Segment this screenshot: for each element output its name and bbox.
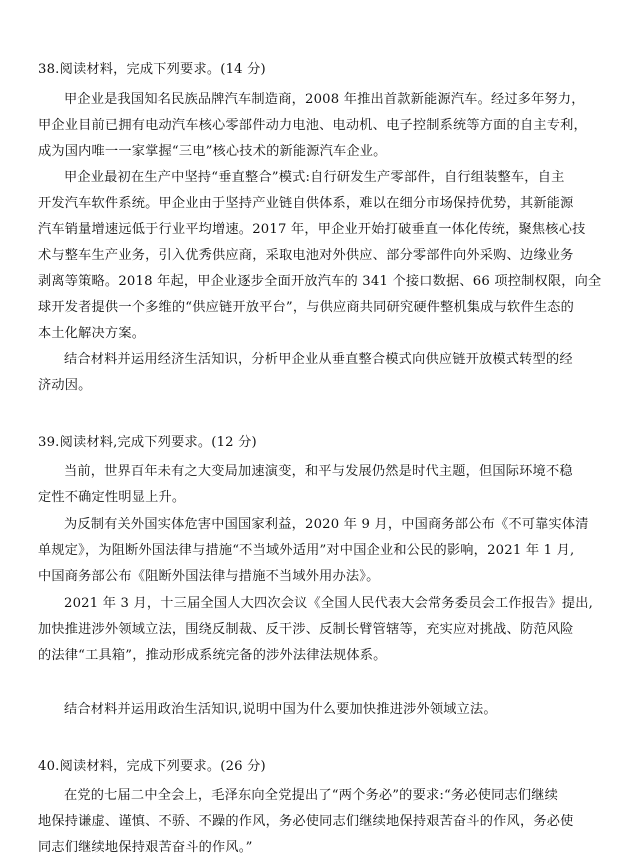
q39-p3-line-2: 加快推进涉外领域立法，围绕反制裁、反干涉、反制长臂管辖等，充实应对挑战、防范风险 [38,622,574,637]
q38-p2-line-5: 剥离等策略。2018 年起，甲企业逐步全面开放汽车的 341 个接口数据、66 项控制权限，向全 [38,274,602,289]
question-39-header: 39.阅读材料,完成下列要求。(12 分) [38,435,257,450]
q38-p2-line-4: 术与整车生产业务，引入优秀供应商，采取电池对外供应、部分零部件向外采购、边缘业务 [38,248,574,263]
q40-p1-line-1: 在党的七届二中全会上，毛泽东向全党提出了“两个务必”的要求:“务必使同志们继续 [64,788,559,803]
q40-p1-line-2: 地保持谦虚、谨慎、不骄、不躁的作风，务必使同志们继续地保持艰苦奋斗的作风，务必使 [38,814,574,829]
q39-p2-line-1: 为反制有关外国实体危害中国国家利益，2020 年 9 月，中国商务部公布《不可靠实体清 [64,517,589,532]
q39-p3-line-1: 2021 年 3 月，十三届全国人大四次会议《全国人民代表大会常务委员会工作报告》提出, [64,596,594,611]
question-38-header: 38.阅读材料，完成下列要求。(14 分) [38,62,266,77]
q38-p2-line-3: 汽车销量增速远低于行业平均增速。2017 年，甲企业开始打破垂直一体化传统，聚焦核心技 [38,222,586,237]
q38-p2-line-7: 本土化解决方案。 [38,326,146,341]
q38-p2-line-2: 开发汽车软件系统。甲企业由于坚持产业链自供体系，难以在细分市场保持优势，其新能源 [38,196,574,211]
q38-p1-line-1: 甲企业是我国知名民族品牌汽车制造商，2008 年推出首款新能源汽车。经过多年努力， [64,92,585,107]
q40-p1-line-3: 同志们继续地保持艰苦奋斗的作风。” [38,840,253,855]
q38-p1-line-3: 成为国内唯一一家掌握“三电”核心技术的新能源汽车企业。 [38,144,387,159]
q38-p1-line-2: 甲企业目前已拥有电动汽车核心零部件动力电池、电动机、电子控制系统等方面的自主专利， [38,118,587,133]
q38-p2-line-6: 球开发者提供一个多维的“供应链开放平台”，与供应商共同研究硬件整机集成与软件生态的 [38,300,574,315]
q38-p3-line-1: 结合材料并运用经济生活知识，分析甲企业从垂直整合模式向供应链开放模式转型的经 [64,352,573,367]
q39-p1-line-1: 当前，世界百年未有之大变局加速演变，和平与发展仍然是时代主题，但国际环境不稳 [64,464,573,479]
q39-p2-line-3: 中国商务部公布《阻断外国法律与措施不当域外用办法》。 [38,569,380,584]
q38-p2-line-1: 甲企业最初在生产中坚持“垂直整合”模式:自行研发生产零部件，自行组装整车，自主 [64,170,565,185]
q39-p2-line-2: 单规定》，为阻断外国法律与措施“不当域外适用”对中国企业和公民的影响，2021 年 1 月, [38,543,575,558]
q39-p1-line-2: 定性不确定性明显上升。 [38,490,186,505]
q39-p4-line-1: 结合材料并运用政治生活知识,说明中国为什么要加快推进涉外领域立法。 [64,702,497,717]
q38-p3-line-2: 济动因。 [38,378,92,393]
question-40-header: 40.阅读材料，完成下列要求。(26 分) [38,759,266,774]
q39-p3-line-3: 的法律“工具箱”，推动形成系统完备的涉外法律法规体系。 [38,648,387,663]
